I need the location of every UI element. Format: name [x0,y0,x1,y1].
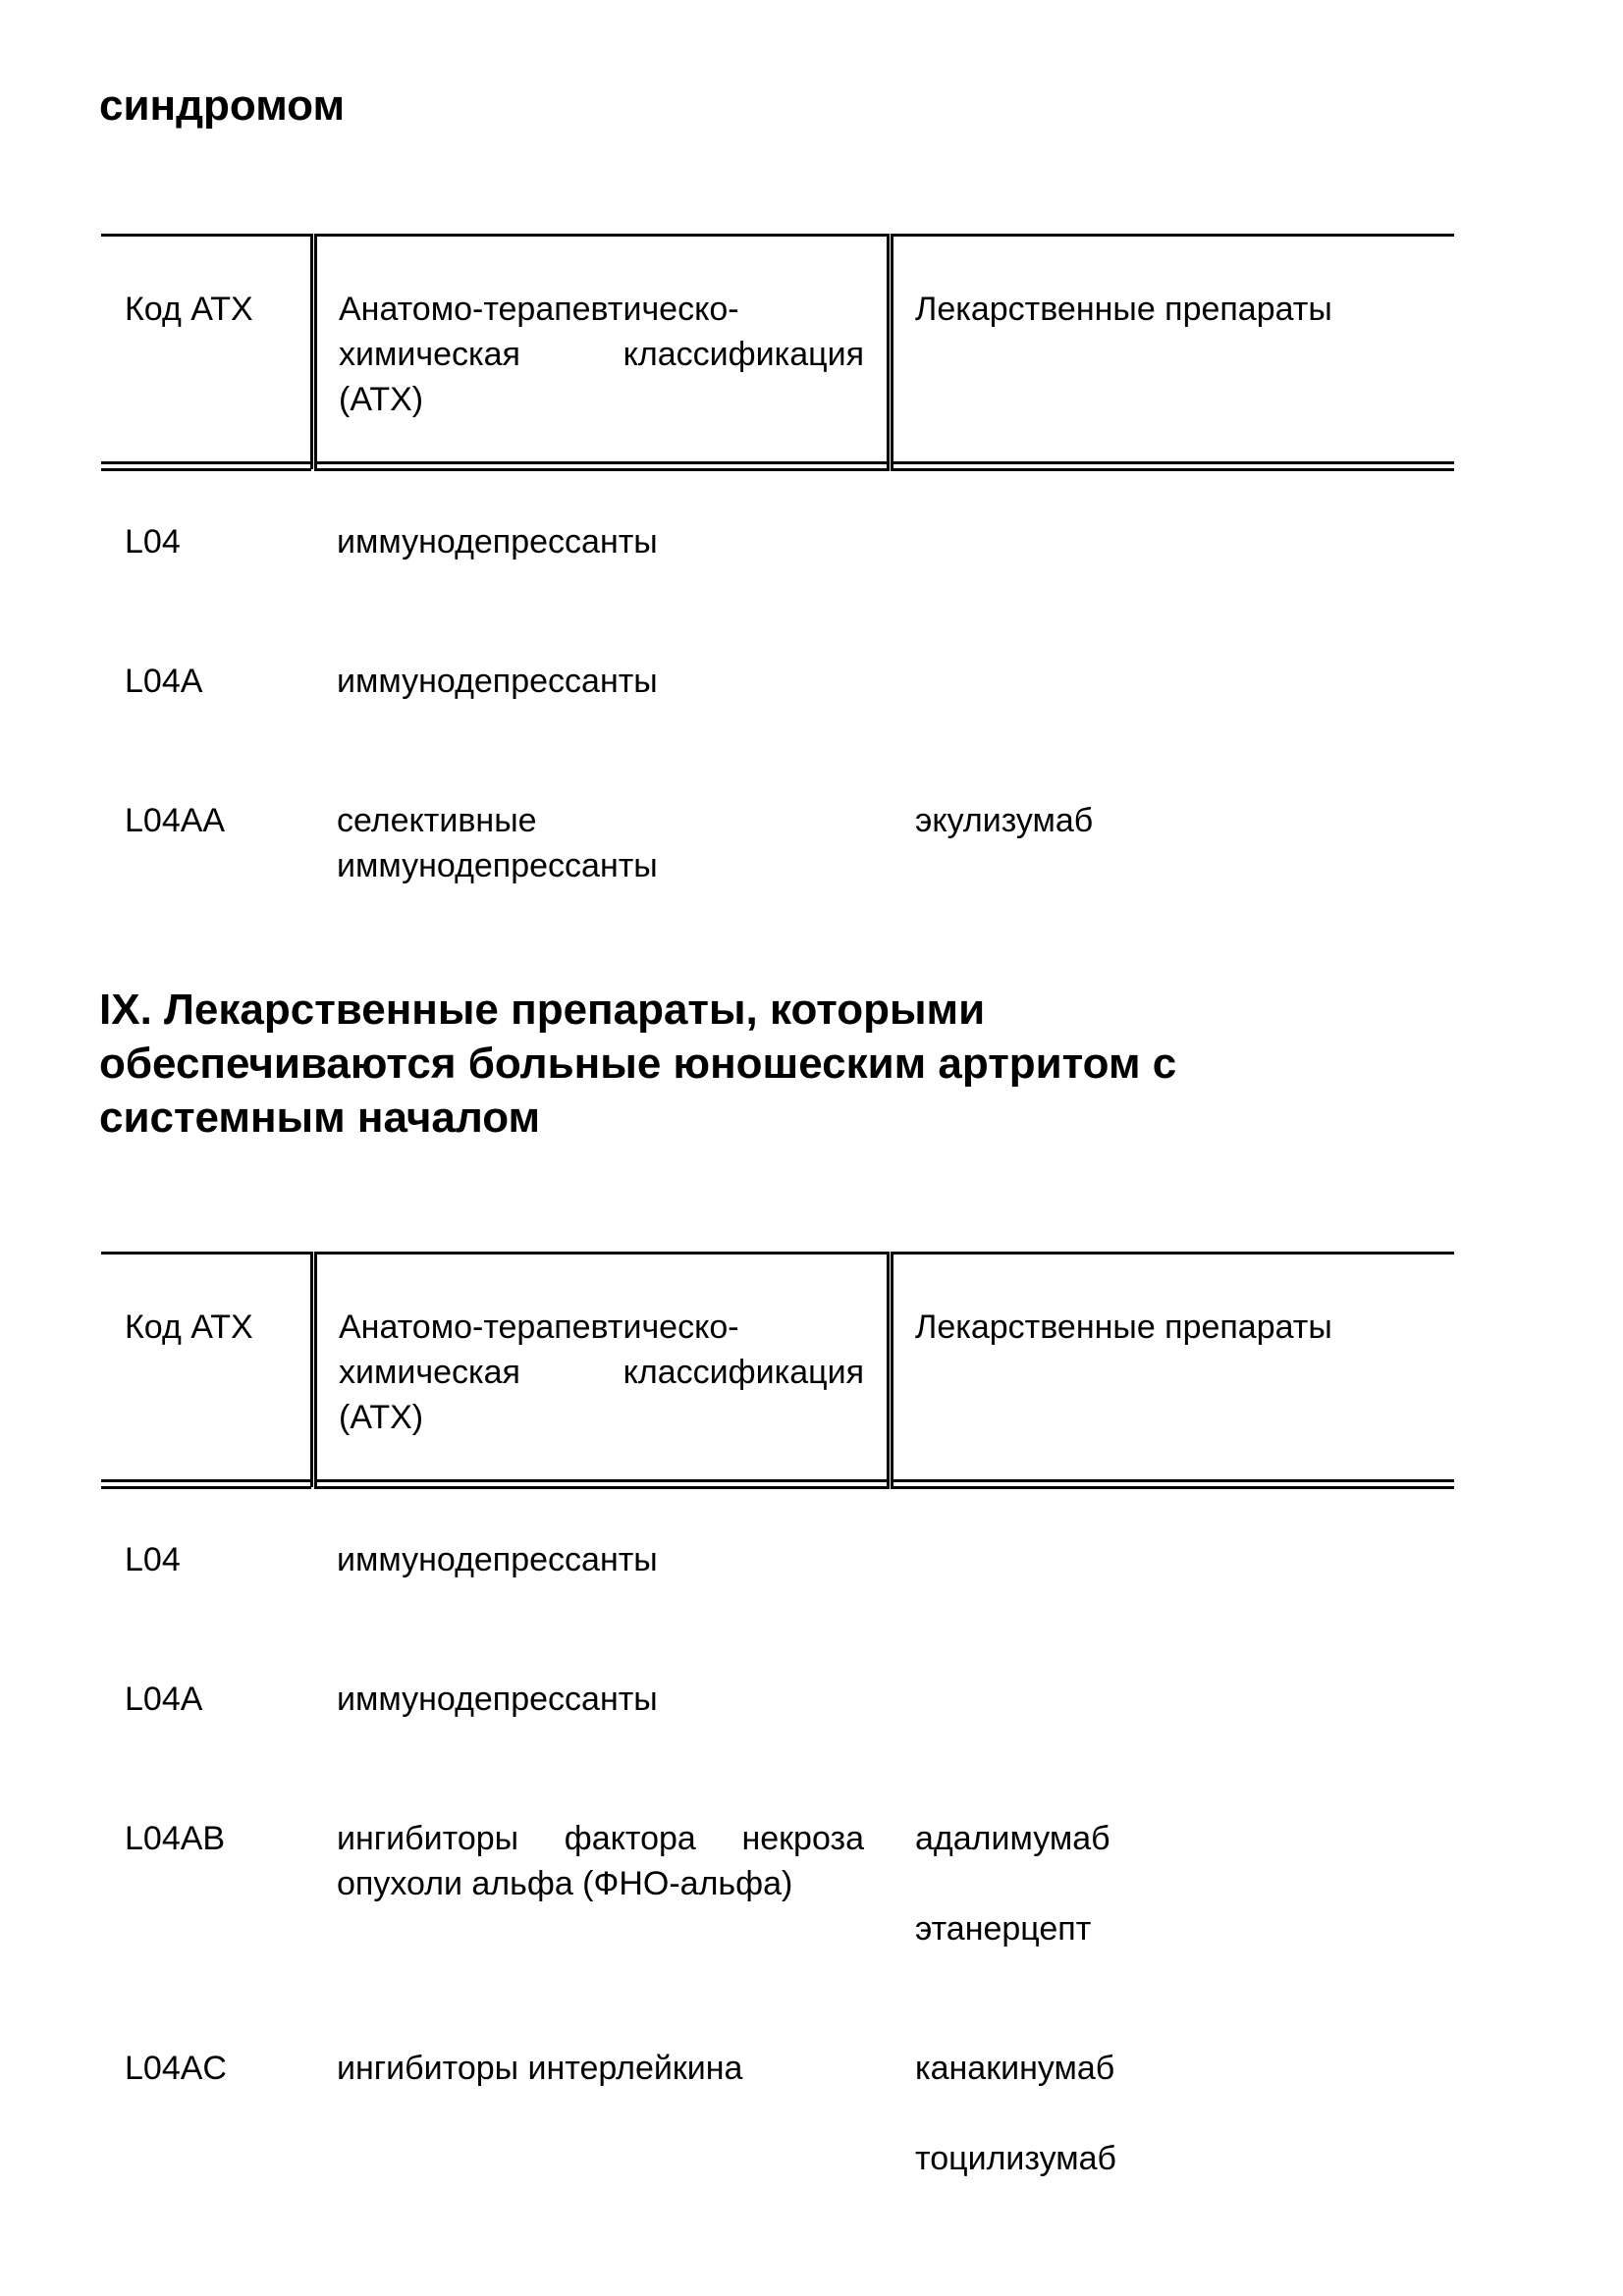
row-drugs [915,2046,1116,2181]
section-heading [99,983,1176,1145]
drug-name: тоцилизумаб [915,2140,1116,2177]
header-double-rule [314,1479,890,1489]
drug-name: этанерцепт [915,1910,1092,1948]
header-drugs-label: Лекарственные препараты [915,291,1332,328]
header-double-rule [101,461,311,471]
header-drugs-label: Лекарственные препараты [915,1308,1332,1346]
header-double-rule [101,1479,311,1489]
row-code: L04 [125,1541,181,1578]
drug-name: адалимумаб [915,1820,1110,1857]
header-atx-label: Анатомо-терапевтическо-химическая классификация (АТХ) [339,1308,864,1436]
row-atx: иммунодепрессанты [337,1681,658,1718]
drug-name: экулизумаб [915,802,1094,839]
section-heading-line: системным началом [99,1094,541,1142]
row-code: L04 [125,523,181,561]
row-code: L04A [125,663,203,700]
row-code: L04AA [125,802,226,839]
header-cell-drugs [891,234,1454,469]
header-double-rule [314,461,890,471]
header-cell-drugs [891,1252,1454,1487]
header-atx-label: Анатомо-терапевтическо-химическая классификация (АТХ) [339,291,864,418]
row-code: L04AC [125,2050,227,2087]
header-cell-code [101,1252,313,1487]
section-heading-line: обеспечиваются больные юношеским артритом с [99,1040,1177,1088]
fragment-heading: синдромом [99,81,346,130]
row-drugs [915,1816,1110,1951]
row-code: L04AB [125,1820,226,1857]
header-cell-code [101,234,313,469]
row-atx: ингибиторы фактора некроза опухоли альфа (ФНО-альфа) [337,1820,864,1902]
header-double-rule [891,461,1454,471]
row-atx: иммунодепрессанты [337,1541,658,1578]
row-atx: иммунодепрессанты [337,663,658,700]
table-header-row [0,234,1623,475]
header-code-label: Код АТХ [125,1308,253,1346]
section-heading-line: IX. Лекарственные препараты, которыми [99,986,986,1034]
table-header-row [0,1252,1623,1493]
header-double-rule [891,1479,1454,1489]
drug-name: канакинумаб [915,2050,1115,2087]
row-atx: селективные иммунодепрессанты [337,802,658,884]
row-code: L04A [125,1681,203,1718]
row-atx: иммунодепрессанты [337,523,658,561]
row-drugs [915,798,1093,843]
row-atx: ингибиторы интерлейкина [337,2050,743,2087]
header-code-label: Код АТХ [125,291,253,328]
